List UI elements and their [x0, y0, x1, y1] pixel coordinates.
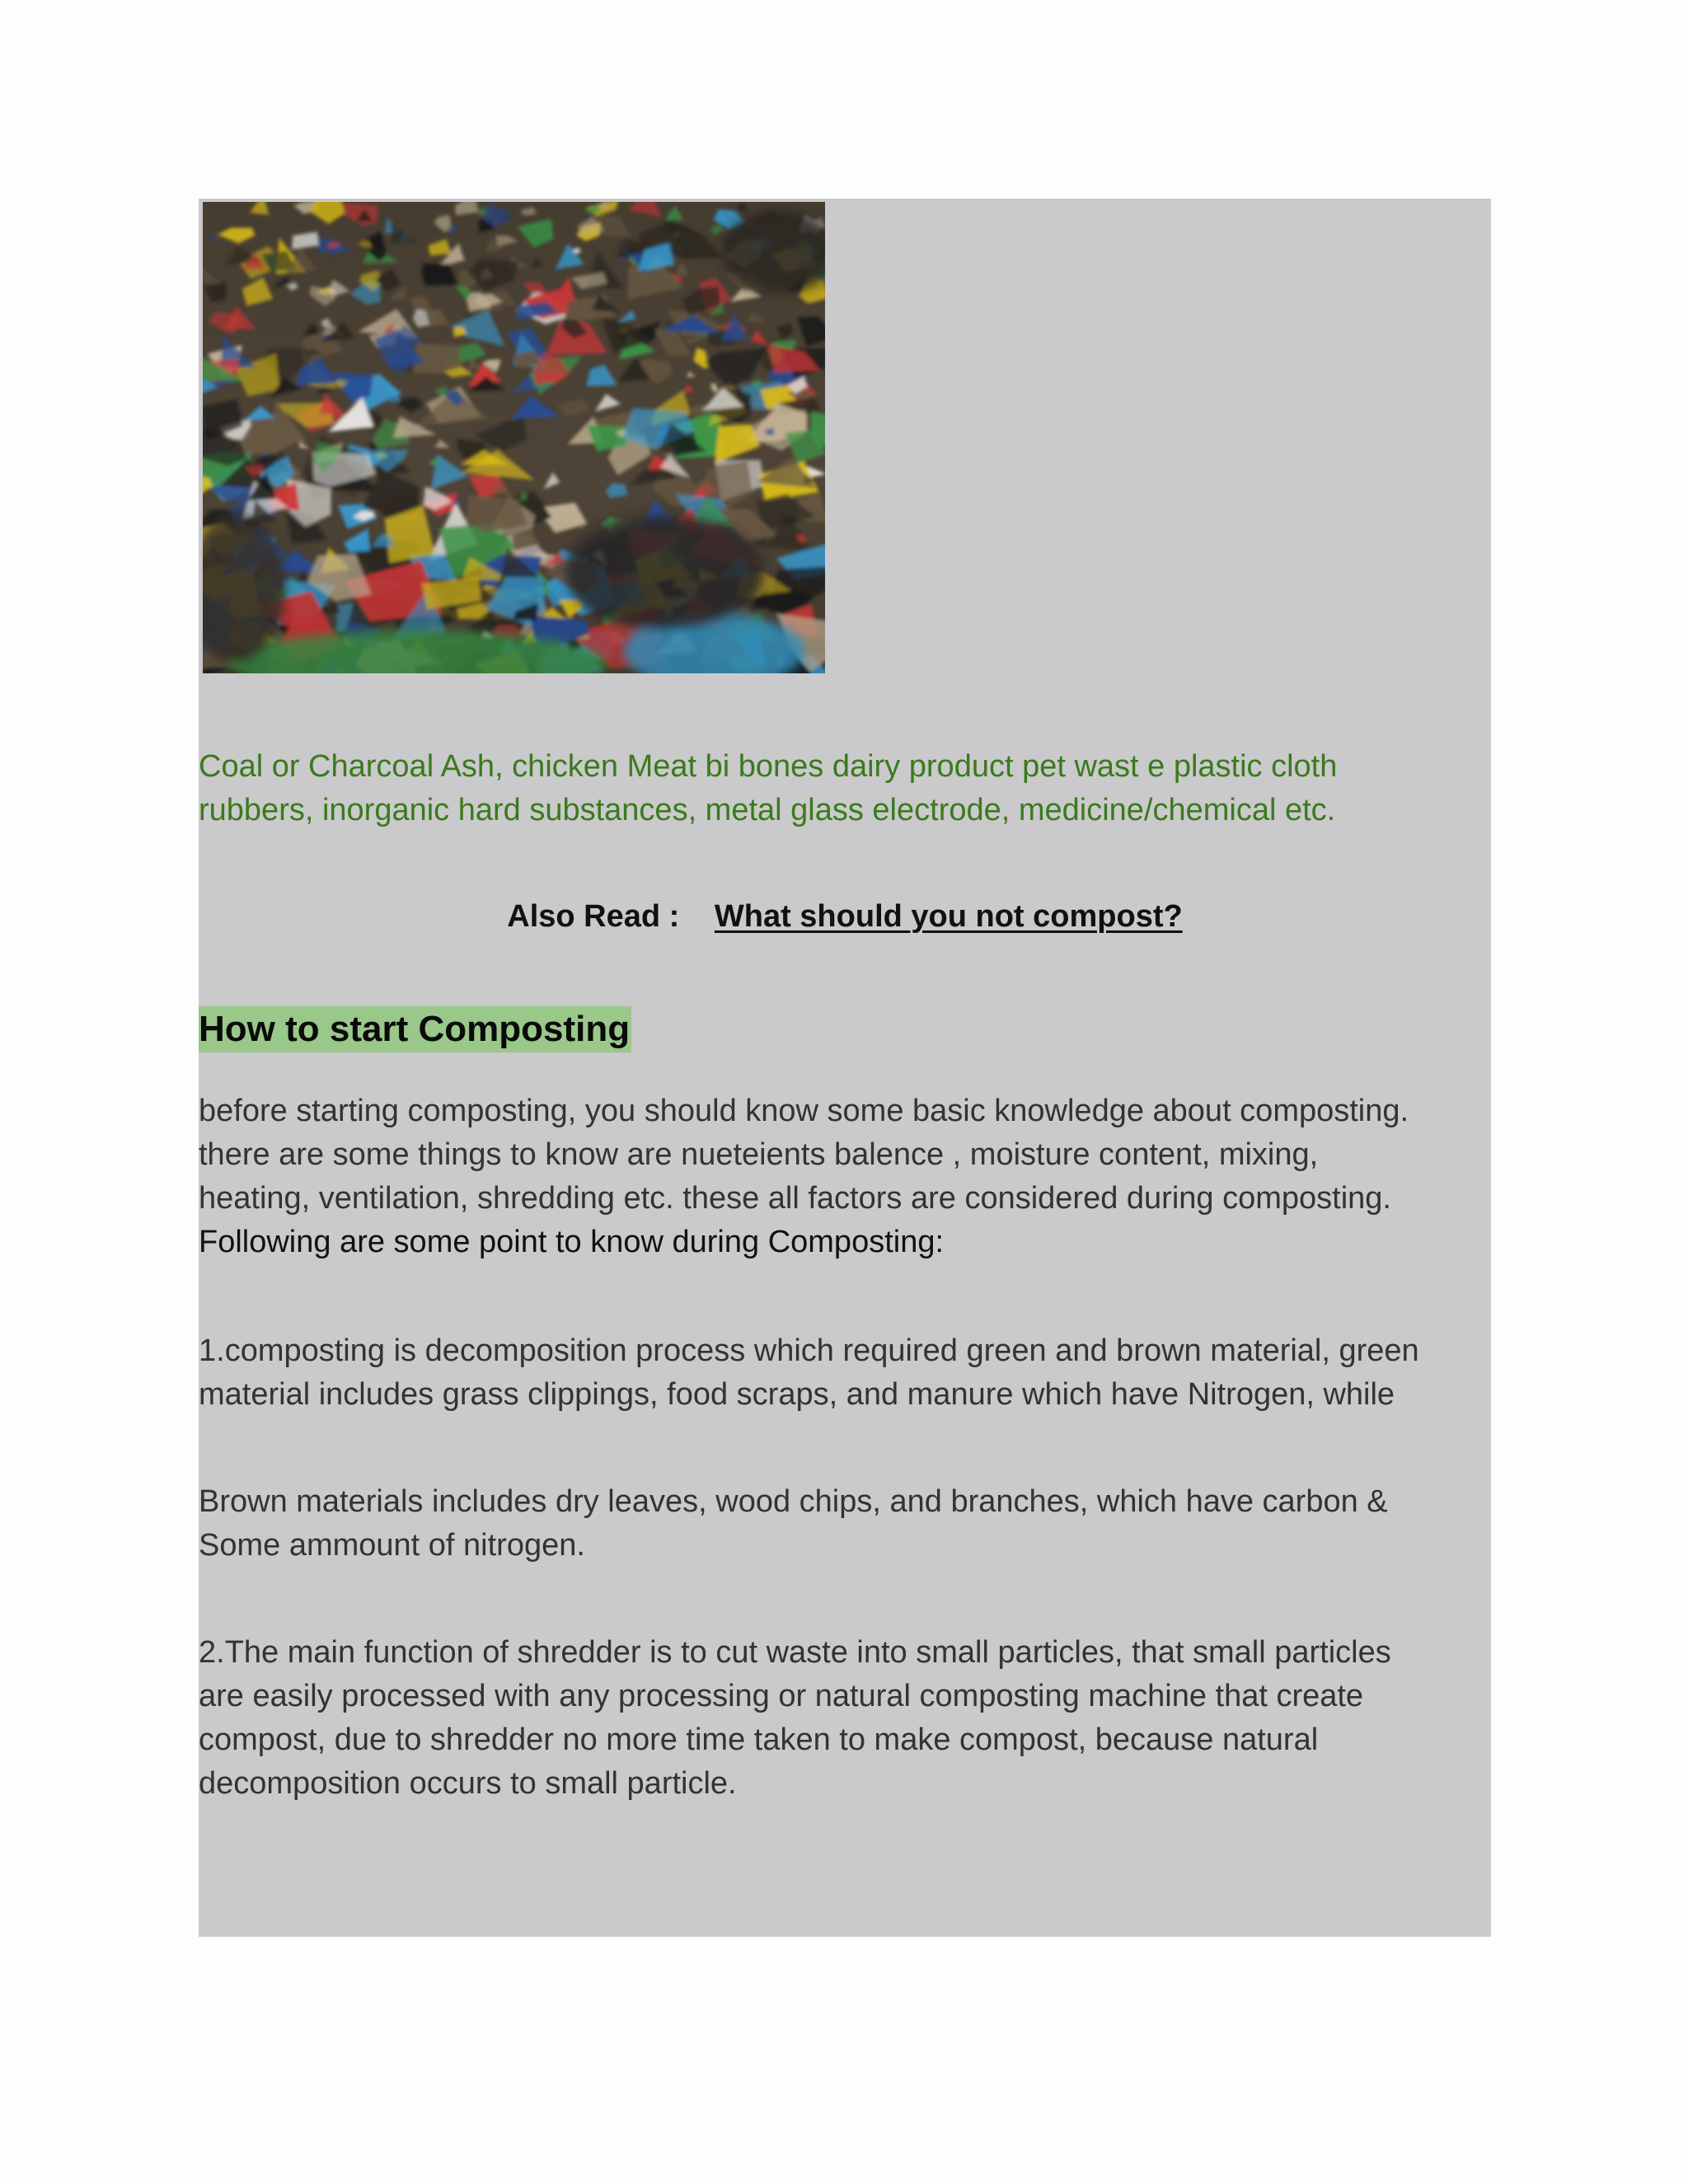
point-2-paragraph: 2.The main function of shredder is to cut waste into small particles, that small particles are easily processed with any processing or natural composting machine that create compost, due to shredder no more time taken to make compost, because natural decomposition occurs to small particle. — [199, 1635, 1391, 1801]
photo-canvas — [203, 202, 825, 673]
intro-paragraph: before starting composting, you should know some basic knowledge about composting. there are some things to know are nueteients balence , moisture content, mixing, heating, ventilation, shredding etc. these all factors are considered during composting. — [199, 1094, 1409, 1216]
section-heading: How to start Composting — [199, 1006, 631, 1052]
also-read-label: Also Read : — [507, 899, 680, 934]
brown-materials-paragraph: Brown materials includes dry leaves, wood chips, and branches, which have carbon & Some ammount of nitrogen. — [199, 1484, 1388, 1563]
photo-shading — [203, 202, 825, 673]
garbage-pile-photo — [203, 202, 825, 673]
non-compostable-list: Coal or Charcoal Ash, chicken Meat bi bones dairy product pet wast e plastic cloth rubbers, inorganic hard substances, metal glass electrode, medicine/chemical etc. — [199, 749, 1338, 827]
point-1-paragraph: 1.composting is decomposition process which required green and brown material, green material includes grass clippings, food scraps, and manure which have Nitrogen, while — [199, 1333, 1419, 1412]
also-read-line — [199, 895, 1491, 939]
points-intro: Following are some point to know during Composting: — [199, 1225, 945, 1259]
content-panel — [199, 199, 1491, 1937]
also-read-link[interactable]: What should you not compost? — [714, 899, 1183, 934]
